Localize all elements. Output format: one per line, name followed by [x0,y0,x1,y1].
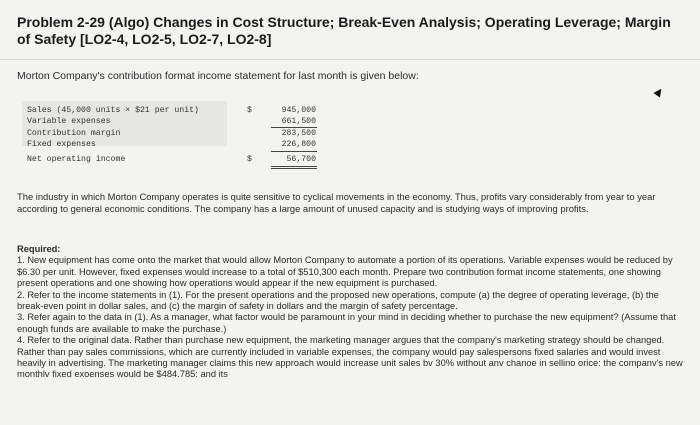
required-heading: Required: [17,244,61,254]
row-amount: 56,700 [286,155,316,164]
statement-row-fixed-expenses [22,139,322,150]
total-double-rule-bottom [271,168,317,169]
row-label: Sales (45,000 units × $21 per unit) [27,106,199,115]
company-description-paragraph: The industry in which Morton Company operates is quite sensitive to cyclical movements in the economy. Thus, profits vary considerably from year to year according to general economic conditions. The company has a large amount of unused capacity and is studying ways of improving profits. [17,191,656,215]
statement-row-sales [22,105,322,116]
title-divider [0,59,700,60]
dollar-sign: $ [247,106,252,115]
mouse-cursor-icon [653,86,664,97]
intro-text: Morton Company's contribution format income statement for last month is given below: [17,70,419,82]
row-amount: 661,500 [281,117,316,126]
required-item-4: 4. Refer to the original data. Rather than purchase new equipment, the marketing manager argues that the company's marketing strategy should be changed. Rather than pay sales commissions, which are currently included in variable expenses, the company would pay salespersons fixed salaries and would invest heavily in advertising. The marketing manager claims this new approach would increase unit sales bv 30% without anv chanoe in sellino orice: the companv's new monthlv fixed exoenses would be $484.785: and its [17,335,683,380]
required-item-3: 3. Refer again to the data in (1). As a manager, what factor would be paramount in your mind in deciding whether to purchase the new equipment? (Assume that enough funds are available to make the purchase.) [17,312,676,334]
income-statement-table [22,101,317,173]
required-section [17,244,685,381]
dollar-sign: $ [247,155,252,164]
total-double-rule-top [271,166,317,167]
row-label: Fixed expenses [27,140,96,149]
row-amount: 226,800 [281,140,316,149]
statement-row-variable-expenses [22,116,322,127]
problem-title: Problem 2-29 (Algo) Changes in Cost Structure; Break-Even Analysis; Operating Leverage; Margin of Safety [LO2-4, LO2-5, LO2-7, LO2-8] [17,14,671,47]
row-label: Contribution margin [27,129,121,138]
row-amount: 945,000 [281,106,316,115]
subtotal-rule [271,151,317,152]
required-item-1: 1. New equipment has come onto the market that would allow Morton Company to automate a portion of its operations. Variable expenses would be reduced by $6.30 per unit. However, fixed expenses would increase to a total of $510,300 each month. Prepare two contribution format income statements, one showing present operations and one showing how operations would appear if the new equipment is purchased. [17,255,673,289]
row-amount: 283,500 [281,129,316,138]
statement-row-contribution-margin [22,128,322,139]
required-item-2: 2. Refer to the income statements in (1). For the present operations and the proposed new operations, compute (a) the degree of operating leverage, (b) the break-even point in dollar sales, and (c) the margin of safety in dollars and the margin of safety percentage. [17,289,659,312]
row-label: Net operating income [27,155,126,164]
row-label: Variable expenses [27,117,111,126]
statement-row-net-operating-income [22,154,322,165]
